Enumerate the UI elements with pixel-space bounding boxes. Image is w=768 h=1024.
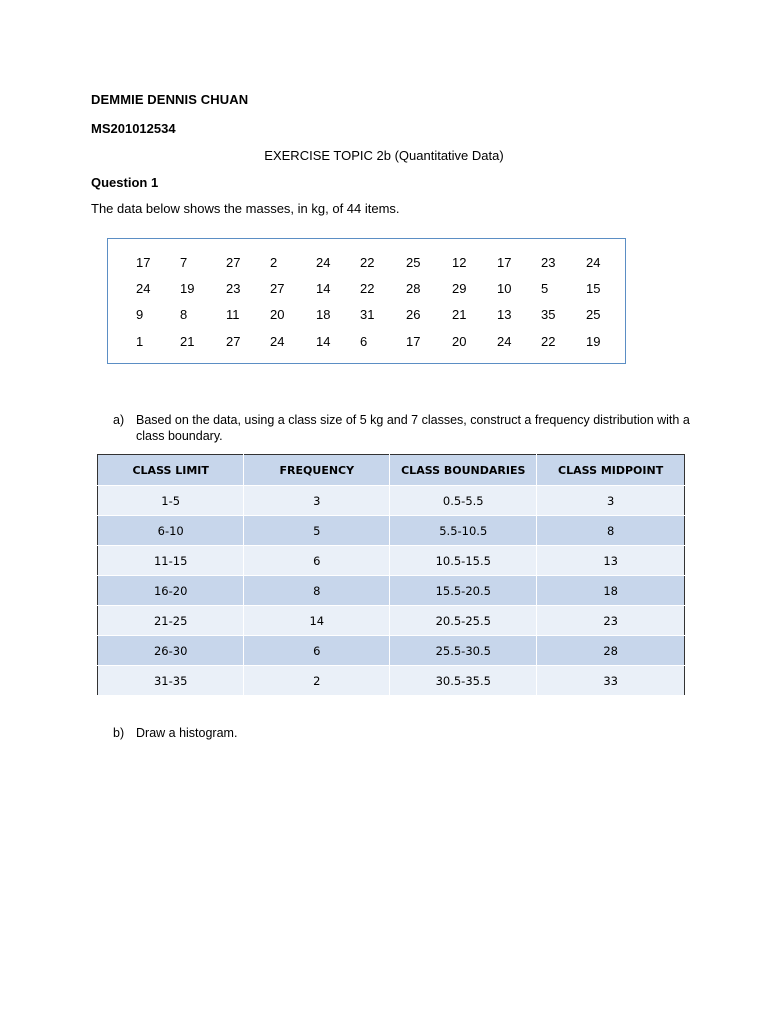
cell-class-midpoint: 18	[537, 576, 685, 606]
data-value: 24	[497, 334, 512, 349]
cell-class-limit: 16-20	[98, 576, 244, 606]
data-value: 20	[452, 334, 467, 349]
question-heading: Question 1	[91, 175, 159, 190]
data-value: 24	[586, 255, 601, 270]
header-class-limit: CLASS LIMIT	[98, 455, 244, 486]
cell-class-midpoint: 8	[537, 516, 685, 546]
cell-frequency: 8	[244, 576, 390, 606]
cell-class-boundaries: 15.5-20.5	[390, 576, 537, 606]
table-row	[98, 546, 685, 576]
data-value: 7	[180, 255, 188, 270]
data-value: 19	[586, 334, 601, 349]
data-value: 27	[226, 255, 241, 270]
data-row	[108, 334, 625, 354]
table-row	[98, 576, 685, 606]
frequency-table	[97, 454, 685, 696]
data-value: 2	[270, 255, 278, 270]
data-value: 17	[136, 255, 151, 270]
table-row	[98, 516, 685, 546]
data-value: 23	[541, 255, 556, 270]
cell-frequency: 5	[244, 516, 390, 546]
data-value: 19	[180, 281, 195, 296]
cell-class-limit: 21-25	[98, 606, 244, 636]
cell-frequency: 3	[244, 486, 390, 516]
data-value: 18	[316, 307, 331, 322]
cell-class-boundaries: 20.5-25.5	[390, 606, 537, 636]
data-value: 26	[406, 307, 421, 322]
table-row	[98, 636, 685, 666]
data-value: 29	[452, 281, 467, 296]
data-row	[108, 307, 625, 327]
cell-class-midpoint: 3	[537, 486, 685, 516]
cell-class-limit: 31-35	[98, 666, 244, 696]
data-value: 8	[180, 307, 188, 322]
data-value: 31	[360, 307, 375, 322]
data-row	[108, 255, 625, 275]
cell-class-boundaries: 0.5-5.5	[390, 486, 537, 516]
data-value: 17	[406, 334, 421, 349]
data-value: 21	[452, 307, 467, 322]
cell-frequency: 6	[244, 636, 390, 666]
data-value: 24	[316, 255, 331, 270]
cell-class-limit: 1-5	[98, 486, 244, 516]
cell-frequency: 14	[244, 606, 390, 636]
data-value: 11	[226, 307, 240, 322]
data-value: 24	[270, 334, 285, 349]
data-value: 5	[541, 281, 549, 296]
data-value: 22	[360, 255, 375, 270]
cell-frequency: 6	[244, 546, 390, 576]
cell-class-boundaries: 10.5-15.5	[390, 546, 537, 576]
question-intro: The data below shows the masses, in kg, of 44 items.	[91, 201, 400, 216]
data-value: 17	[497, 255, 512, 270]
cell-class-midpoint: 23	[537, 606, 685, 636]
data-value: 25	[586, 307, 601, 322]
data-value: 27	[270, 281, 285, 296]
cell-class-boundaries: 5.5-10.5	[390, 516, 537, 546]
cell-class-boundaries: 25.5-30.5	[390, 636, 537, 666]
cell-class-limit: 26-30	[98, 636, 244, 666]
data-value: 35	[541, 307, 556, 322]
data-value: 22	[360, 281, 375, 296]
part-a-marker: a)	[113, 413, 125, 427]
table-header-row	[98, 455, 685, 486]
data-value: 22	[541, 334, 556, 349]
data-row	[108, 281, 625, 301]
exercise-title: EXERCISE TOPIC 2b (Quantitative Data)	[264, 148, 504, 163]
cell-class-limit: 6-10	[98, 516, 244, 546]
header-class-midpoint: CLASS MIDPOINT	[537, 455, 685, 486]
data-value: 24	[136, 281, 151, 296]
data-value: 13	[497, 307, 512, 322]
table-row	[98, 486, 685, 516]
data-value: 10	[497, 281, 512, 296]
header-frequency: FREQUENCY	[244, 455, 390, 486]
part-a-text: Based on the data, using a class size of 5 kg and 7 classes, construct a frequency distribution with a class boundary.	[136, 413, 690, 443]
header-class-boundaries: CLASS BOUNDARIES	[390, 455, 537, 486]
part-b-text: Draw a histogram.	[136, 726, 238, 740]
data-value: 15	[586, 281, 601, 296]
cell-class-midpoint: 28	[537, 636, 685, 666]
table-row	[98, 606, 685, 636]
data-value: 28	[406, 281, 421, 296]
data-value: 9	[136, 307, 144, 322]
student-id: MS201012534	[91, 121, 176, 136]
data-value: 27	[226, 334, 241, 349]
data-value: 23	[226, 281, 241, 296]
data-value: 12	[452, 255, 467, 270]
part-b-marker: b)	[113, 726, 125, 740]
cell-class-midpoint: 33	[537, 666, 685, 696]
data-value: 14	[316, 281, 331, 296]
data-value: 1	[136, 334, 144, 349]
data-value: 21	[180, 334, 195, 349]
cell-class-midpoint: 13	[537, 546, 685, 576]
data-values-box	[107, 238, 626, 364]
author-name: DEMMIE DENNIS CHUAN	[91, 92, 249, 107]
table-row	[98, 666, 685, 696]
data-value: 25	[406, 255, 421, 270]
cell-class-boundaries: 30.5-35.5	[390, 666, 537, 696]
cell-class-limit: 11-15	[98, 546, 244, 576]
data-value: 14	[316, 334, 331, 349]
data-value: 6	[360, 334, 368, 349]
data-value: 20	[270, 307, 285, 322]
cell-frequency: 2	[244, 666, 390, 696]
